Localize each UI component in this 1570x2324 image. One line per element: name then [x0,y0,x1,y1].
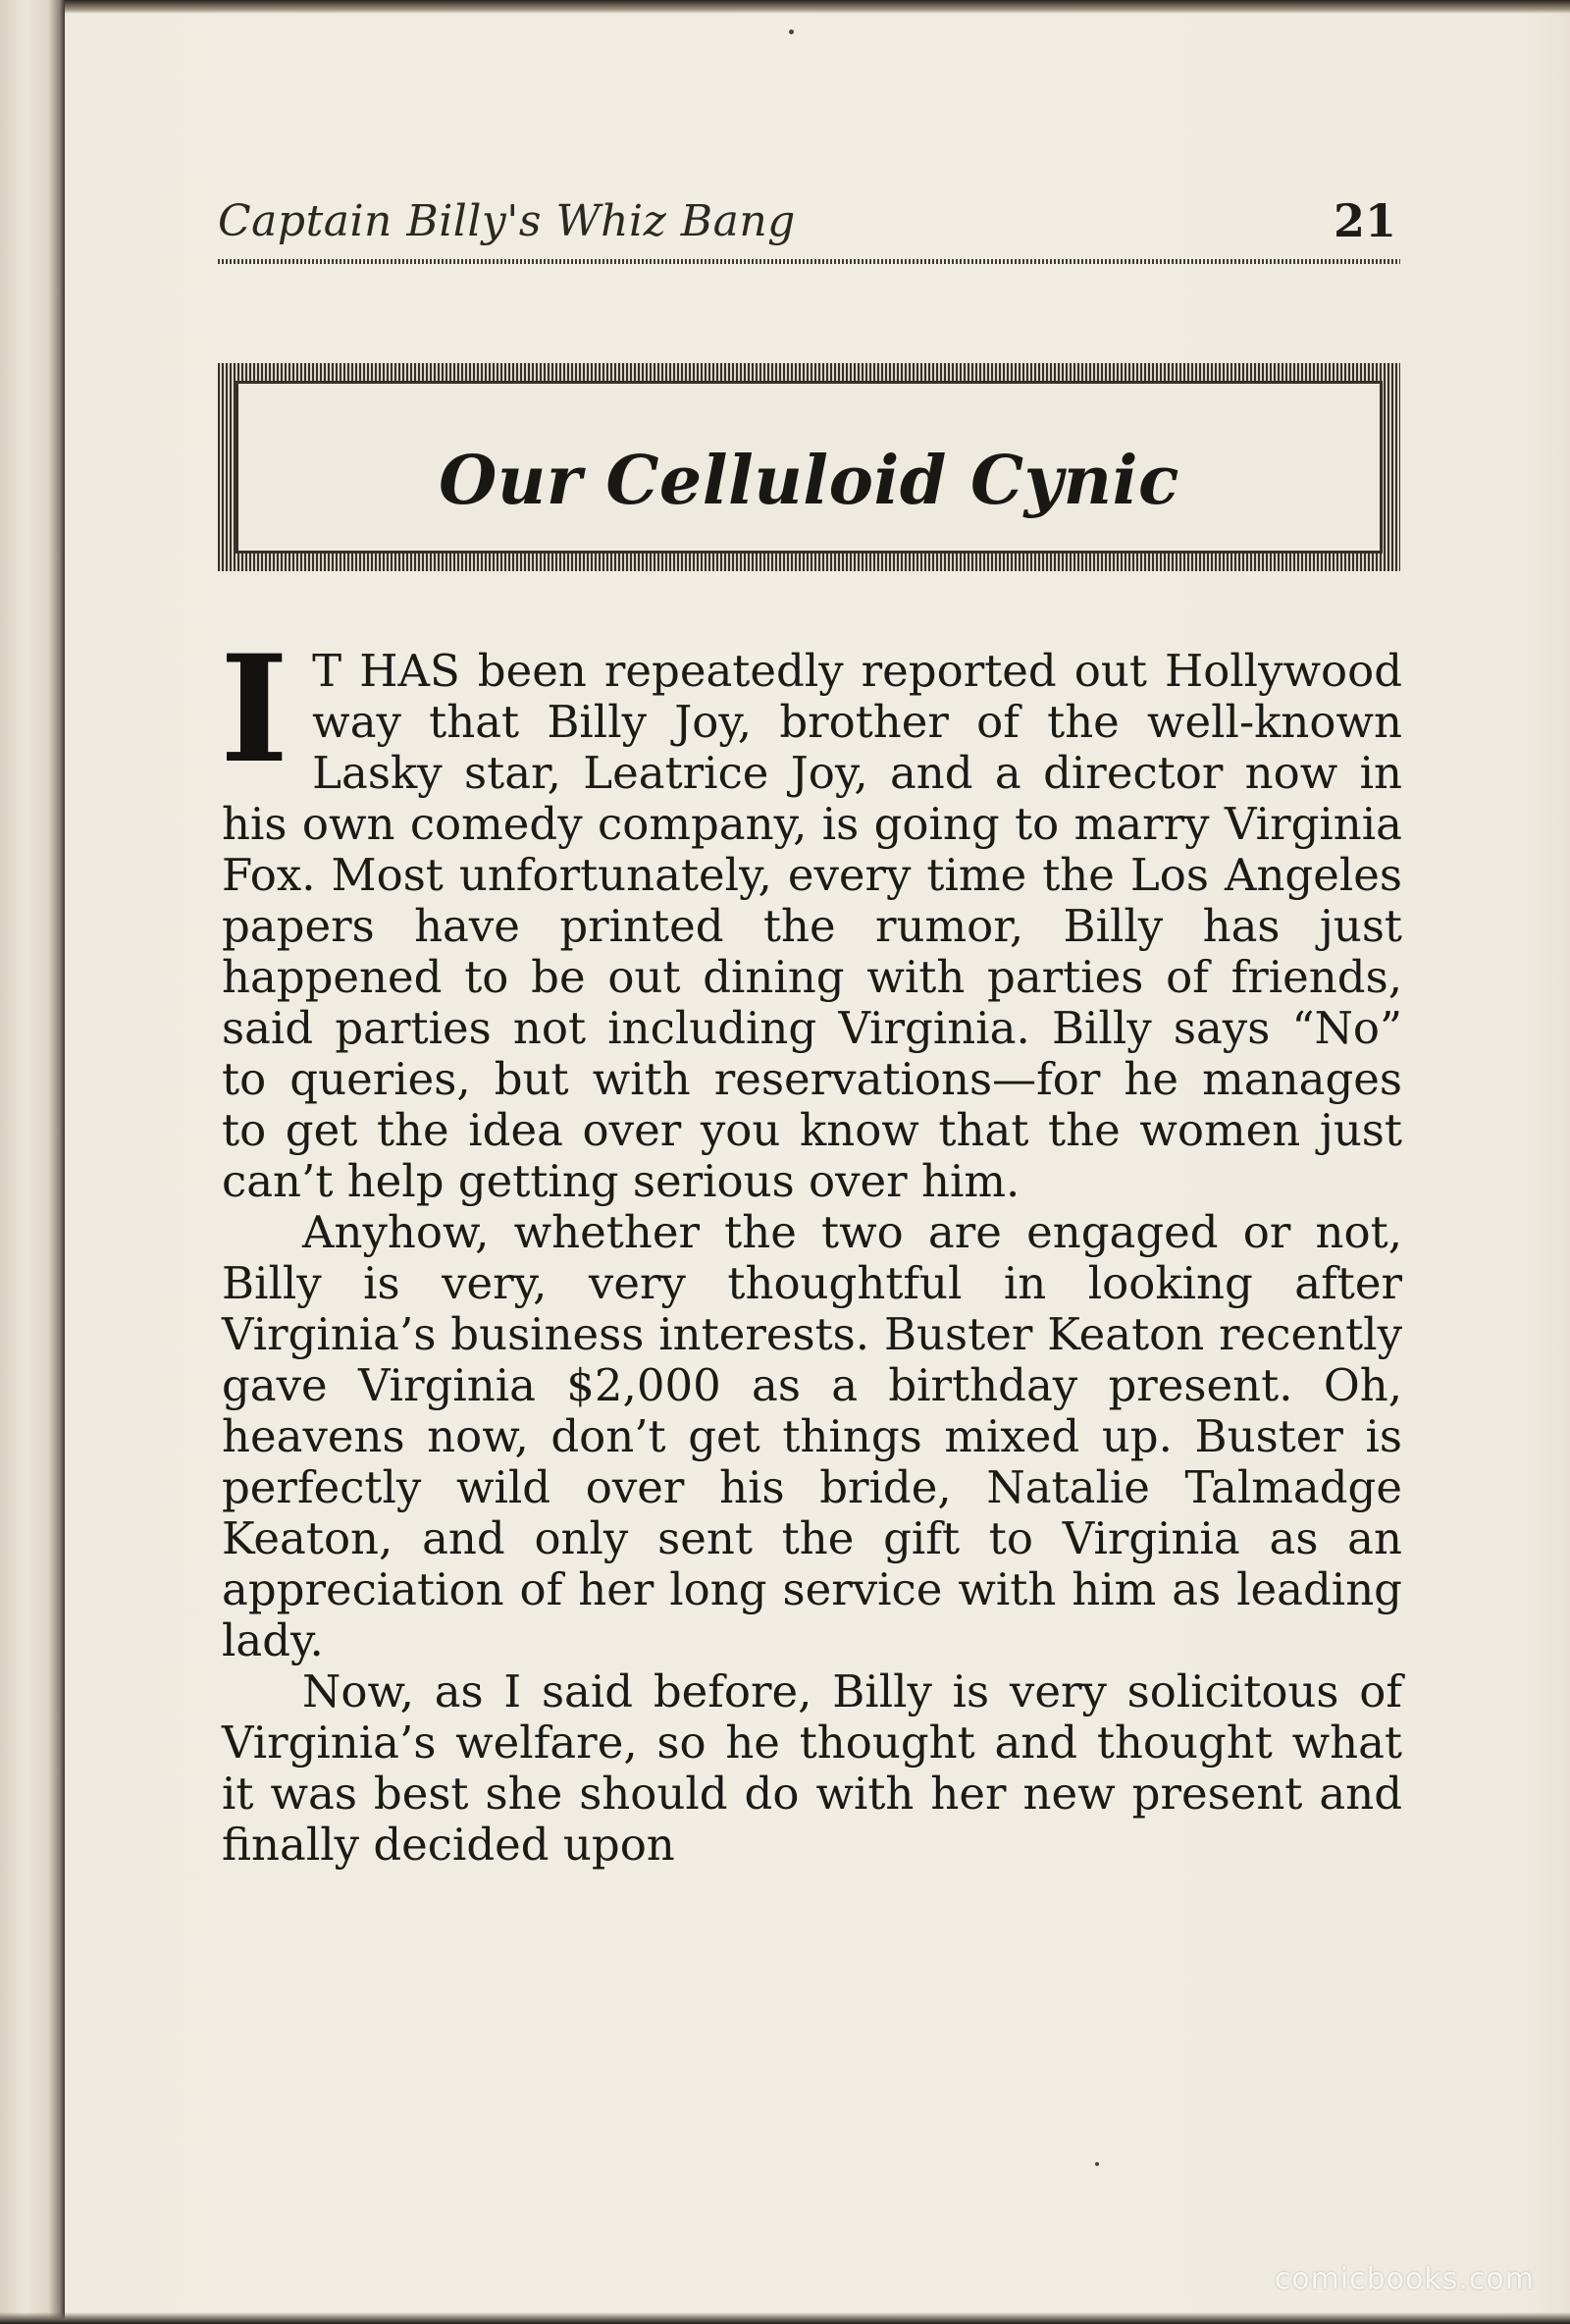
header-rule [218,259,1400,264]
page-top-shadow [0,0,1570,14]
paper-fleck [1095,2162,1099,2166]
article-paragraph: Anyhow, whether the two are engaged or not, Billy is very, very thoughtful in looking after Virginia’s business interests. Buster Keaton recently gave Virginia $2,000 as a birthday present. Oh, heavens now, don’t get things mixed up. Buster is perfectly wild over his bride, Natalie Talmadge Keaton, and only sent the gift to Virginia as an appreciation of her long service with him as leading lady. [222,1206,1402,1666]
article-title: Our Celluloid Cynic [439,442,1179,520]
publication-title: Captain Billy's Whiz Bang [218,196,796,246]
page-number: 21 [1333,194,1396,247]
paragraph-text: T HAS been repeatedly reported out Hollywood way that Billy Joy, brother of the well-known Lasky star, Leatrice Joy, and a director now in his own comedy company, is going to marry Virginia Fox. Most unfortunately, every time the Los Angeles papers have printed the rumor, Billy has just happened to be out dining with parties of friends, said parties not including Virginia. Billy says “No” to queries, but with reservations—for he manages to get the idea over you know that the women just can’t help getting serious over him. [222,645,1402,1207]
book-spine [0,0,65,2324]
article-body [220,623,1402,1871]
watermark: comicbooks.com [1274,2262,1535,2297]
page-bottom-edge [0,2312,1570,2324]
article-title-box [218,363,1400,571]
article-paragraph [220,623,1402,1207]
drop-cap: I [220,623,289,796]
running-head [218,196,1400,251]
paper-fleck [789,29,794,34]
article-paragraph: Now, as I said before, Billy is very solicitous of Virginia’s welfare, so he thought and thought what it was best she should do with her new present and finally decided upon [222,1665,1402,1871]
